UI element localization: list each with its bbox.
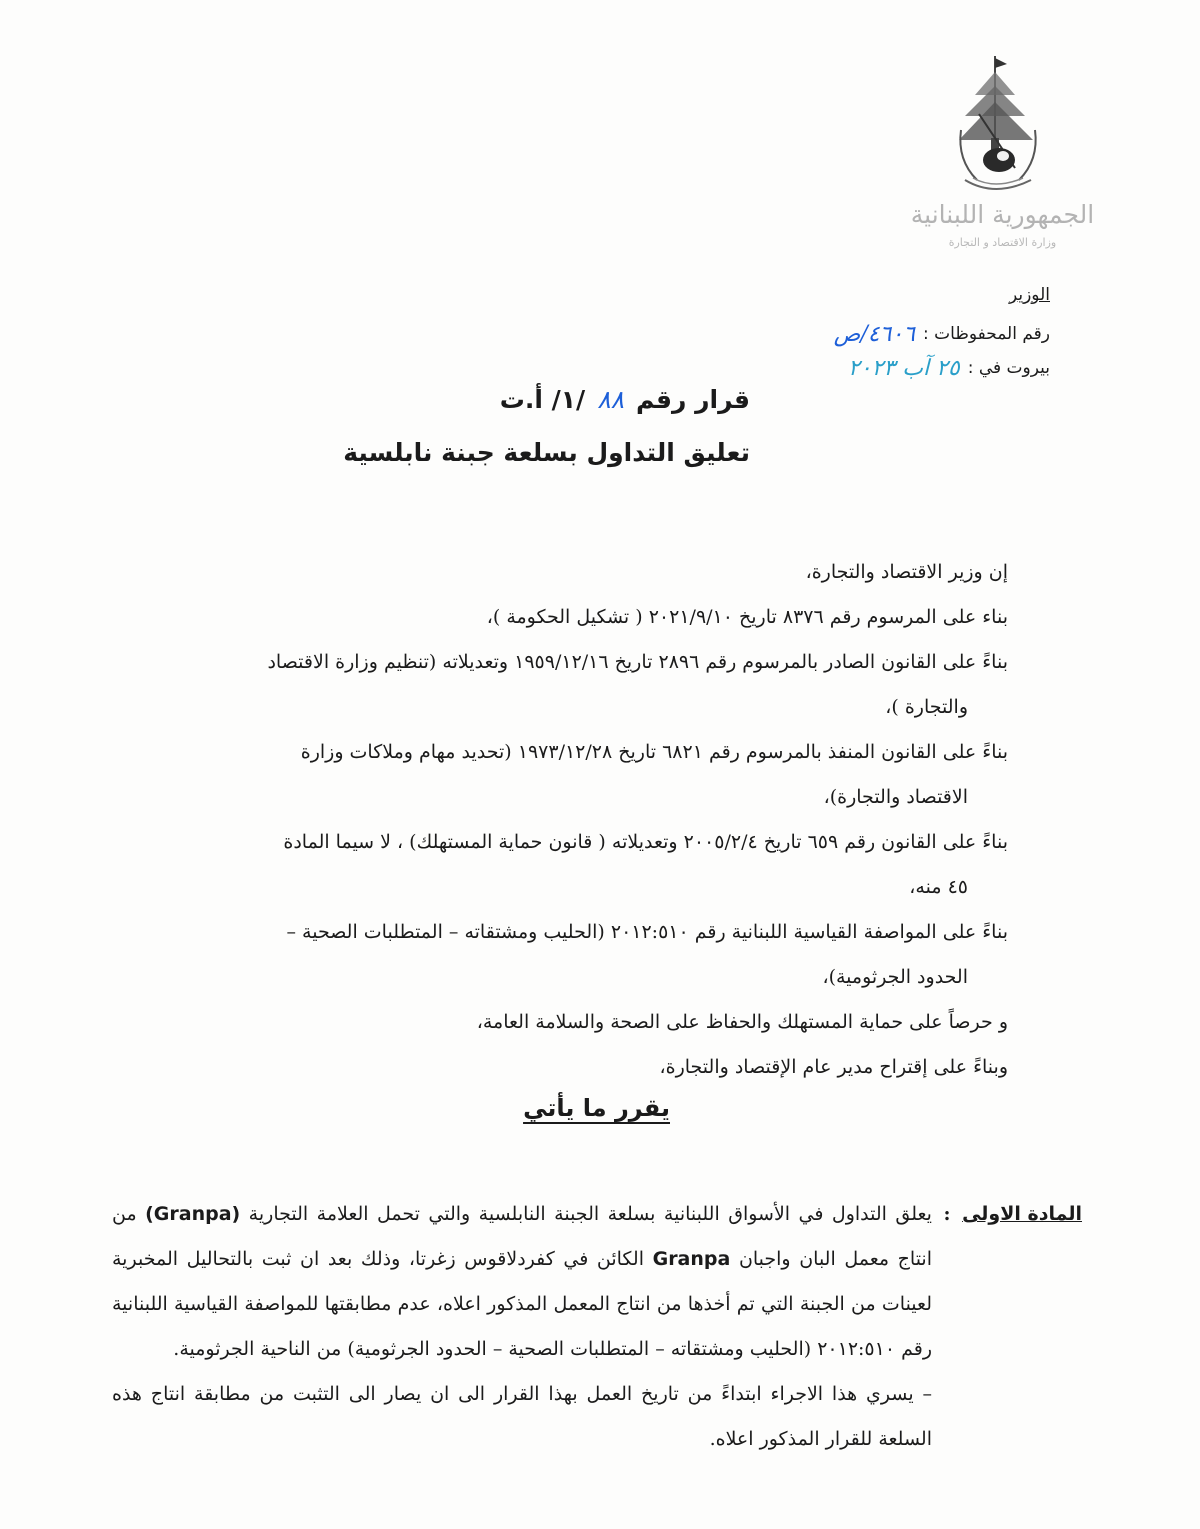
place-date-label: بيروت في : <box>967 358 1050 378</box>
preamble-line: بناءً على المواصفة القياسية اللبنانية رقم ٢٠١٢:٥١٠ (الحليب ومشتقاته – المتطلبات الصحية – <box>286 921 1008 943</box>
article-colon: : <box>943 1203 951 1225</box>
decides-heading: يقرر ما يأتي <box>523 1094 670 1122</box>
decision-number-value: ٨٨ <box>597 385 625 414</box>
archive-label: رقم المحفوظات : <box>923 324 1050 344</box>
preamble-line: بناءً على القانون الصادر بالمرسوم رقم ٢٨٩٦ تاريخ ١٩٥٩/١٢/١٦ وتعديلاته (تنظيم وزارة الاقتصاد <box>267 651 1008 673</box>
preamble-item <box>188 730 1008 820</box>
preamble-item <box>188 820 1008 910</box>
article-label: المادة الاولى <box>962 1203 1082 1225</box>
preamble-line: ٤٥ منه، <box>909 876 968 898</box>
minister-title: الوزير <box>1008 285 1050 305</box>
lebanese-cedar-emblem-icon <box>955 50 1045 200</box>
preamble-item <box>188 640 1008 730</box>
preamble-line: وبناءً على إقتراح مدير عام الإقتصاد والتجارة، <box>659 1056 1008 1078</box>
republic-name: الجمهورية اللبنانية <box>910 200 1095 229</box>
preamble-line: بناء على المرسوم رقم ٨٣٧٦ تاريخ ٢٠٢١/٩/١٠ ( تشكيل الحكومة )، <box>486 606 1008 628</box>
preamble-line: الحدود الجرثومية)، <box>822 966 968 988</box>
article-paragraph <box>112 1192 932 1372</box>
ministry-name: وزارة الاقتصاد و التجارة <box>948 236 1057 249</box>
minister-block <box>834 285 1050 385</box>
preamble-line: بناءً على القانون رقم ٦٥٩ تاريخ ٢٠٠٥/٢/٤ وتعديلاته ( قانون حماية المستهلك) ، لا سيما المادة <box>283 831 1008 853</box>
issue-date: ٢٥ آب ٢٠٢٣ <box>847 355 960 381</box>
decision-title: تعليق التداول بسلعة جبنة نابلسية <box>343 438 750 467</box>
preamble-item <box>188 910 1008 1000</box>
letterhead <box>905 50 1100 260</box>
preamble-line: بناءً على القانون المنفذ بالمرسوم رقم ٦٨٢١ تاريخ ١٩٧٣/١٢/٢٨ (تحديد مهام وملاكات وزارة <box>300 741 1008 763</box>
preamble-line: الاقتصاد والتجارة)، <box>823 786 968 808</box>
article-paragraph: – يسري هذا الاجراء ابتداءً من تاريخ العمل بهذا القرار الى ان يصار الى التثبت من مطابقة انتاج هذه السلعة للقرار المذكور اعلاه. <box>112 1383 932 1450</box>
preamble <box>188 550 1008 1090</box>
preamble-line: إن وزير الاقتصاد والتجارة، <box>805 561 1008 583</box>
article-text: من انتاج معمل البان واجبان <box>112 1203 932 1270</box>
archive-row <box>834 317 1050 351</box>
article-text: يعلق التداول في الأسواق اللبنانية بسلعة الجبنة النابلسية والتي تحمل العلامة التجارية <box>248 1203 932 1225</box>
preamble-line: والتجارة )، <box>885 696 968 718</box>
brand-name: (Granpa) <box>145 1203 241 1225</box>
brand-name: Granpa <box>652 1248 731 1270</box>
preamble-line: و حرصاً على حماية المستهلك والحفاظ على الصحة والسلامة العامة، <box>476 1011 1008 1033</box>
decision-number-suffix: /١/ أ.ت <box>499 385 586 414</box>
article-1 <box>112 1192 1082 1462</box>
archive-number: ٤٦٠٦/ص <box>833 321 915 347</box>
decision-number-label: قرار رقم <box>636 385 750 414</box>
decision-number <box>500 385 750 414</box>
article-body <box>112 1192 932 1462</box>
article-text: الكائن في كفردلاقوس زغرتا، وذلك بعد ان ثبت بالتحاليل المخبرية لعينات من الجبنة التي تم أخذها من انتاج المعمل المذكور اعلاه، عدم مطابقتها للمواصفة القياسية اللبنانية رقم ٢٠١٢:٥١٠ (الحليب ومشتقاته – المتطلبات الصحية – الحدود الجرثومية) من الناحية الجرثومية. <box>112 1248 932 1360</box>
date-row <box>834 351 1050 385</box>
